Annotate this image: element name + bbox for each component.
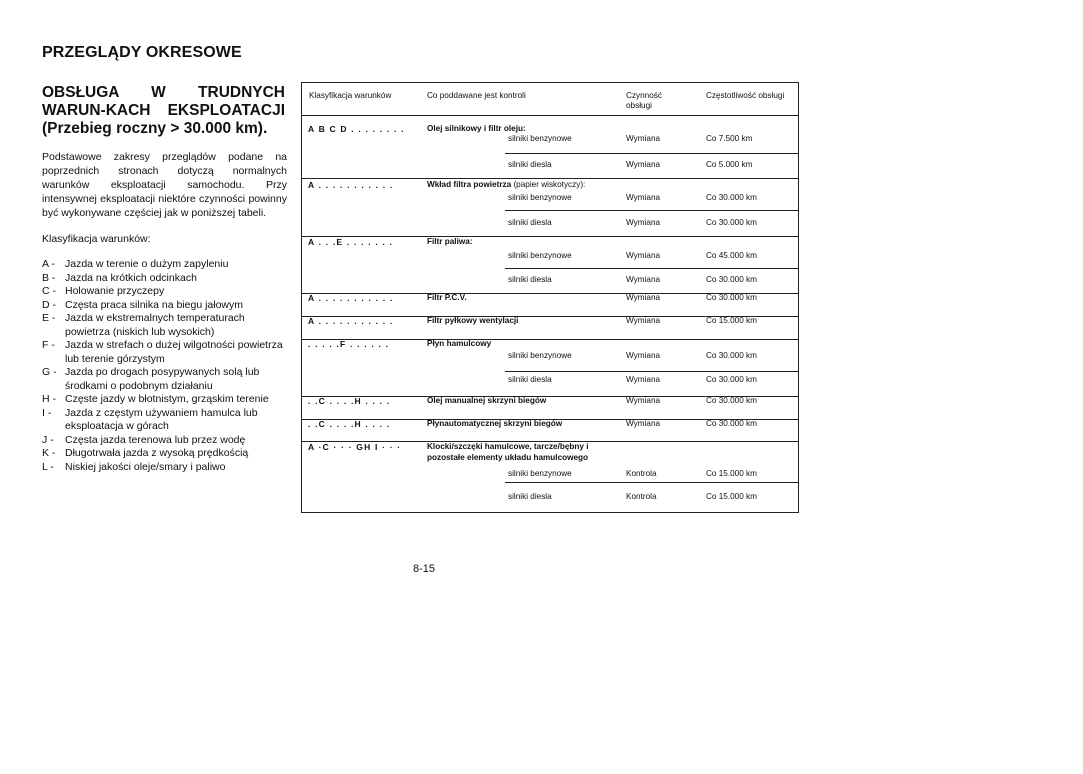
row-divider: [302, 178, 798, 179]
sub-row-divider: [505, 153, 798, 154]
condition-text: Holowanie przyczepy: [65, 285, 165, 297]
row-action: Wymiana: [626, 275, 661, 284]
row-item-label: Filtr P.C.V.: [427, 293, 467, 302]
conditions-list: [42, 258, 292, 474]
condition-item: [42, 366, 292, 393]
row-frequency: Co 30.000 km: [706, 419, 757, 428]
condition-text: Częsta jazda terenowa lub przez wodę: [65, 433, 246, 446]
condition-letter: E -: [42, 312, 56, 324]
condition-text: Jazda w ekstremalnych temperaturach powietrza (niskich lub wysokich): [65, 312, 245, 338]
condition-text: Jazda z częstym używaniem hamulca lub eksploatacja w górach: [65, 406, 258, 432]
row-item-line2: pozostałe elementy układu hamulcowego: [427, 453, 589, 462]
row-action: Wymiana: [626, 316, 661, 325]
row-frequency: Co 30.000 km: [706, 218, 757, 227]
condition-text: Długotrwała jazda z wysoką prędkością: [65, 447, 249, 459]
condition-text: Jazda na krótkich odcinkach: [65, 271, 197, 284]
row-classification: . .C . . . .H . . . .: [308, 396, 391, 406]
row-engine-type: silniki diesla: [508, 275, 552, 284]
condition-item: [42, 461, 292, 475]
condition-text: Częste jazdy w błotnistym, grząskim terenie: [65, 393, 269, 405]
sub-row-divider: [505, 482, 798, 483]
row-classification: . .C . . . .H . . . .: [308, 419, 391, 429]
condition-letter: D -: [42, 298, 56, 311]
row-divider: [302, 115, 798, 116]
row-item: [427, 180, 585, 189]
row-item-label: Klocki/szczęki hamulcowe, tarcze/bębny i: [427, 442, 589, 451]
row-engine-type: silniki benzynowe: [508, 134, 572, 143]
condition-item: [42, 393, 292, 407]
header-classification: Klasyfikacja warunków: [309, 91, 392, 100]
row-classification: A B C D . . . . . . . .: [308, 124, 405, 134]
row-frequency: Co 30.000 km: [706, 193, 757, 202]
condition-letter: B -: [42, 271, 56, 284]
row-classification: . . . . .F . . . . . .: [308, 339, 390, 349]
row-item: [427, 124, 526, 133]
row-item-label: Wkład filtra powietrza: [427, 180, 512, 189]
row-item: [427, 316, 518, 325]
row-action: Wymiana: [626, 134, 661, 143]
condition-letter: L -: [42, 460, 54, 473]
condition-text: Jazda w strefach o dużej wilgotności powietrza lub terenie górzystym: [65, 339, 283, 365]
row-item-label: Olej silnikowy i filtr oleju:: [427, 124, 526, 133]
row-action: Kontrola: [626, 492, 657, 501]
row-frequency: Co 30.000 km: [706, 396, 757, 405]
row-action: Wymiana: [626, 375, 661, 384]
header-frequency: Częstotliwość obsługi: [706, 91, 785, 100]
row-action: Wymiana: [626, 193, 661, 202]
condition-text: Częsta praca silnika na biegu jałowym: [65, 298, 244, 311]
classification-heading: Klasyfikacja warunków:: [42, 233, 151, 245]
row-item-label: Olej manualnej skrzyni biegów: [427, 396, 547, 405]
row-engine-type: silniki benzynowe: [508, 193, 572, 202]
row-item: [427, 396, 546, 405]
condition-item: [42, 258, 292, 272]
page-number: 8-15: [413, 563, 436, 575]
row-frequency: Co 45.000 km: [706, 251, 757, 260]
row-action: Wymiana: [626, 160, 661, 169]
row-item-label: Płynautomatycznej skrzyni biegów: [427, 419, 563, 428]
row-engine-type: silniki diesla: [508, 160, 552, 169]
row-frequency: Co 30.000 km: [706, 275, 757, 284]
row-item-note: (papier wiskotyczy):: [511, 180, 586, 189]
condition-letter: G -: [42, 366, 57, 378]
row-engine-type: silniki benzynowe: [508, 469, 572, 478]
condition-item: [42, 285, 292, 299]
maintenance-table: [301, 82, 799, 513]
row-action: Wymiana: [626, 218, 661, 227]
row-action: Wymiana: [626, 351, 661, 360]
intro-paragraph: Podstawowe zakresy przeglądów podane na poprzednich stronach dotyczą normalnych warunków eksploatacji samochodu. Przy intensywnej eksploatacji niektóre czynności powinny być wykonywane częściej jak w poniższej tabeli.: [42, 151, 287, 219]
row-frequency: Co 5.000 km: [706, 160, 753, 169]
sub-row-divider: [505, 210, 798, 211]
row-action: Kontrola: [626, 469, 657, 478]
row-engine-type: silniki diesla: [508, 492, 552, 501]
condition-text: Niskiej jakości oleje/smary i paliwo: [65, 460, 226, 473]
condition-letter: I -: [42, 406, 52, 419]
condition-item: [42, 312, 292, 339]
row-engine-type: silniki diesla: [508, 218, 552, 227]
condition-letter: J -: [42, 433, 54, 446]
header-action: Czynność obsługi: [626, 91, 662, 110]
condition-item: [42, 447, 292, 461]
row-frequency: Co 15.000 km: [706, 492, 757, 501]
condition-item: [42, 299, 292, 313]
row-classification: A . . . . . . . . . . .: [308, 293, 394, 303]
condition-letter: F -: [42, 339, 55, 351]
row-item-label: Filtr paliwa:: [427, 237, 473, 246]
condition-letter: K -: [42, 447, 56, 459]
condition-letter: C -: [42, 285, 56, 297]
condition-item: [42, 407, 292, 434]
row-classification: A . . . . . . . . . . .: [308, 180, 394, 190]
row-classification: A . . .E . . . . . . .: [308, 237, 394, 247]
row-item-label: Filtr pyłkowy wentylacji: [427, 316, 519, 325]
condition-letter: A -: [42, 258, 55, 270]
row-item: [427, 293, 467, 302]
row-engine-type: silniki benzynowe: [508, 251, 572, 260]
condition-item: [42, 434, 292, 448]
row-frequency: Co 15.000 km: [706, 316, 757, 325]
row-action: Wymiana: [626, 396, 661, 405]
row-frequency: Co 30.000 km: [706, 293, 757, 302]
row-frequency: Co 7.500 km: [706, 134, 753, 143]
row-item: [427, 237, 473, 246]
row-item: [427, 419, 562, 428]
sub-row-divider: [505, 371, 798, 372]
condition-text: Jazda po drogach posypywanych solą lub środkami o podobnym działaniu: [65, 366, 260, 392]
condition-item: [42, 339, 292, 366]
row-engine-type: silniki diesla: [508, 375, 552, 384]
row-item-label: Płyn hamulcowy: [427, 339, 492, 348]
row-item: [427, 442, 589, 451]
condition-text: Jazda w terenie o dużym zapyleniu: [65, 258, 229, 270]
row-engine-type: silniki benzynowe: [508, 351, 572, 360]
row-action: Wymiana: [626, 251, 661, 260]
page-title: PRZEGLĄDY OKRESOWE: [42, 44, 242, 61]
row-frequency: Co 30.000 km: [706, 375, 757, 384]
sub-row-divider: [505, 268, 798, 269]
row-classification: A ·C · · · GH I · · ·: [308, 442, 402, 452]
header-item: Co poddawane jest kontroli: [427, 91, 526, 100]
row-action: Wymiana: [626, 293, 661, 302]
row-frequency: Co 30.000 km: [706, 351, 757, 360]
condition-letter: H -: [42, 393, 56, 405]
row-classification: A . . . . . . . . . . .: [308, 316, 394, 326]
row-frequency: Co 15.000 km: [706, 469, 757, 478]
section-title: OBSŁUGA W TRUDNYCH WARUN-KACH EKSPLOATACJI (Przebieg roczny > 30.000 km).: [42, 84, 285, 137]
row-action: Wymiana: [626, 419, 661, 428]
condition-item: [42, 272, 292, 286]
row-item: [427, 339, 491, 348]
